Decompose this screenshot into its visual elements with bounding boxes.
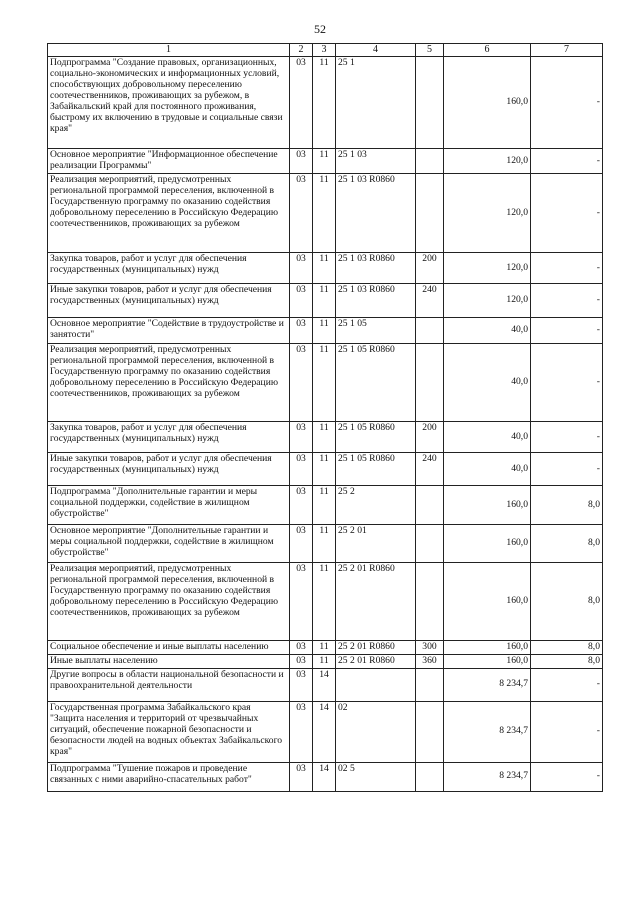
cell-csr: 25 2 [336,486,416,525]
table-row [48,654,603,668]
cell-rz: 03 [290,668,313,701]
cell-csr: 25 2 01 R0860 [336,563,416,641]
cell-rz: 03 [290,284,313,318]
table-row [48,641,603,655]
cell-csr: 25 1 05 R0860 [336,344,416,422]
cell-rz: 03 [290,525,313,563]
cell-sum2: - [531,253,603,284]
cell-csr: 25 2 01 [336,525,416,563]
cell-sum2: 8,0 [531,486,603,525]
table-row [48,668,603,701]
cell-sum: 120,0 [444,284,531,318]
cell-sum: 120,0 [444,253,531,284]
budget-table [47,43,603,792]
cell-csr: 25 1 [336,57,416,149]
cell-rz: 03 [290,253,313,284]
cell-sum2: - [531,701,603,762]
cell-csr: 02 [336,701,416,762]
cell-csr: 02 5 [336,762,416,791]
cell-vr: 240 [416,284,444,318]
cell-csr: 25 1 03 R0860 [336,284,416,318]
cell-sum2: - [531,174,603,253]
table-row [48,318,603,344]
cell-sum: 8 234,7 [444,668,531,701]
table-row [48,57,603,149]
table-row [48,563,603,641]
header-cell: 3 [313,44,336,57]
cell-name: Иные выплаты населению [48,654,290,668]
cell-vr [416,525,444,563]
table-row [48,525,603,563]
header-row [48,44,603,57]
header-cell: 5 [416,44,444,57]
cell-sum: 8 234,7 [444,762,531,791]
cell-csr: 25 1 03 [336,149,416,174]
cell-rz: 03 [290,641,313,655]
header-cell: 1 [48,44,290,57]
cell-name: Основное мероприятие "Содействие в трудоустройстве и занятости" [48,318,290,344]
cell-name: Реализация мероприятий, предусмотренных региональной программой переселения, включенной в Государственную программу по оказанию содействия добровольному переселению в Российскую Федерацию соотечественников, проживающих за рубежом [48,344,290,422]
cell-sum: 160,0 [444,641,531,655]
cell-rz: 03 [290,149,313,174]
cell-name: Иные закупки товаров, работ и услуг для обеспечения государственных (муниципальных) нужд [48,284,290,318]
cell-name: Реализация мероприятий, предусмотренных региональной программой переселения, включенной в Государственную программу по оказанию содействия добровольному переселению в Российскую Федерацию соотечественников, проживающих за рубежом [48,563,290,641]
cell-vr [416,563,444,641]
cell-pr: 11 [313,284,336,318]
cell-vr [416,149,444,174]
cell-vr [416,762,444,791]
cell-sum2: - [531,668,603,701]
cell-csr: 25 2 01 R0860 [336,641,416,655]
cell-rz: 03 [290,57,313,149]
cell-sum2: - [531,149,603,174]
cell-sum2: 8,0 [531,525,603,563]
cell-sum: 40,0 [444,453,531,486]
cell-name: Закупка товаров, работ и услуг для обеспечения государственных (муниципальных) нужд [48,253,290,284]
cell-csr: 25 1 05 R0860 [336,422,416,453]
cell-pr: 11 [313,57,336,149]
cell-rz: 03 [290,344,313,422]
cell-pr: 11 [313,453,336,486]
cell-sum2: 8,0 [531,654,603,668]
cell-sum: 40,0 [444,318,531,344]
cell-name: Основное мероприятие "Дополнительные гарантии и меры социальной поддержки, содействие в жилищном обустройстве" [48,525,290,563]
cell-rz: 03 [290,563,313,641]
cell-pr: 11 [313,486,336,525]
cell-pr: 14 [313,668,336,701]
cell-pr: 11 [313,654,336,668]
header-cell: 4 [336,44,416,57]
cell-rz: 03 [290,762,313,791]
cell-sum: 160,0 [444,654,531,668]
cell-sum: 120,0 [444,149,531,174]
cell-csr: 25 1 03 R0860 [336,174,416,253]
header-cell: 2 [290,44,313,57]
cell-name: Закупка товаров, работ и услуг для обеспечения государственных (муниципальных) нужд [48,422,290,453]
cell-name: Социальное обеспечение и иные выплаты населению [48,641,290,655]
cell-pr: 14 [313,701,336,762]
header-cell: 6 [444,44,531,57]
cell-name: Подпрограмма "Создание правовых, организационных, социально-экономических и информационных условий, способствующих добровольному переселению соотечественников, проживающих за рубежом, в Забайкальский край для постоянного проживания, быстрому их включению в трудовые и социальные связи края" [48,57,290,149]
cell-sum2: - [531,762,603,791]
table-row [48,762,603,791]
cell-pr: 11 [313,563,336,641]
table-row [48,174,603,253]
cell-pr: 14 [313,762,336,791]
cell-pr: 11 [313,253,336,284]
cell-pr: 11 [313,525,336,563]
cell-sum2: - [531,453,603,486]
cell-sum2: 8,0 [531,563,603,641]
cell-sum: 8 234,7 [444,701,531,762]
cell-csr: 25 1 05 R0860 [336,453,416,486]
cell-rz: 03 [290,654,313,668]
cell-vr [416,701,444,762]
cell-rz: 03 [290,701,313,762]
cell-csr: 25 1 05 [336,318,416,344]
cell-sum2: 8,0 [531,641,603,655]
cell-pr: 11 [313,174,336,253]
cell-name: Иные закупки товаров, работ и услуг для обеспечения государственных (муниципальных) нужд [48,453,290,486]
cell-rz: 03 [290,422,313,453]
cell-rz: 03 [290,318,313,344]
cell-name: Подпрограмма "Дополнительные гарантии и меры социальной поддержки, содействие в жилищном обустройстве" [48,486,290,525]
cell-pr: 11 [313,149,336,174]
cell-csr: 25 2 01 R0860 [336,654,416,668]
cell-name: Государственная программа Забайкальского края "Защита населения и территорий от чрезвычайных ситуаций, обеспечение пожарной безопасности и безопасности людей на водных объектах Забайкальского края" [48,701,290,762]
cell-sum: 160,0 [444,525,531,563]
table-row [48,344,603,422]
cell-sum: 120,0 [444,174,531,253]
table-row [48,284,603,318]
cell-sum2: - [531,344,603,422]
cell-name: Подпрограмма "Тушение пожаров и проведение связанных с ними аварийно-спасательных работ" [48,762,290,791]
header-cell: 7 [531,44,603,57]
cell-vr: 300 [416,641,444,655]
cell-sum2: - [531,318,603,344]
page-number: 52 [314,22,326,36]
cell-csr [336,668,416,701]
cell-vr: 200 [416,422,444,453]
cell-vr: 240 [416,453,444,486]
cell-sum: 40,0 [444,422,531,453]
cell-sum: 40,0 [444,344,531,422]
cell-pr: 11 [313,422,336,453]
cell-name: Реализация мероприятий, предусмотренных региональной программой переселения, включенной в Государственную программу по оказанию содействия добровольному переселению в Российскую Федерацию соотечественников, проживающих за рубежом [48,174,290,253]
table-row [48,486,603,525]
table-row [48,149,603,174]
cell-pr: 11 [313,318,336,344]
table-row [48,453,603,486]
cell-vr [416,174,444,253]
cell-sum2: - [531,57,603,149]
cell-vr [416,486,444,525]
cell-name: Другие вопросы в области национальной безопасности и правоохранительной деятельности [48,668,290,701]
cell-sum: 160,0 [444,486,531,525]
cell-csr: 25 1 03 R0860 [336,253,416,284]
cell-pr: 11 [313,344,336,422]
cell-sum: 160,0 [444,57,531,149]
cell-vr [416,668,444,701]
cell-sum2: - [531,284,603,318]
cell-vr: 360 [416,654,444,668]
cell-rz: 03 [290,453,313,486]
cell-sum2: - [531,422,603,453]
cell-rz: 03 [290,174,313,253]
table-row [48,253,603,284]
cell-rz: 03 [290,486,313,525]
cell-vr: 200 [416,253,444,284]
cell-vr [416,344,444,422]
table-row [48,701,603,762]
cell-vr [416,57,444,149]
table-row [48,422,603,453]
cell-vr [416,318,444,344]
cell-name: Основное мероприятие "Информационное обеспечение реализации Программы" [48,149,290,174]
cell-pr: 11 [313,641,336,655]
cell-sum: 160,0 [444,563,531,641]
